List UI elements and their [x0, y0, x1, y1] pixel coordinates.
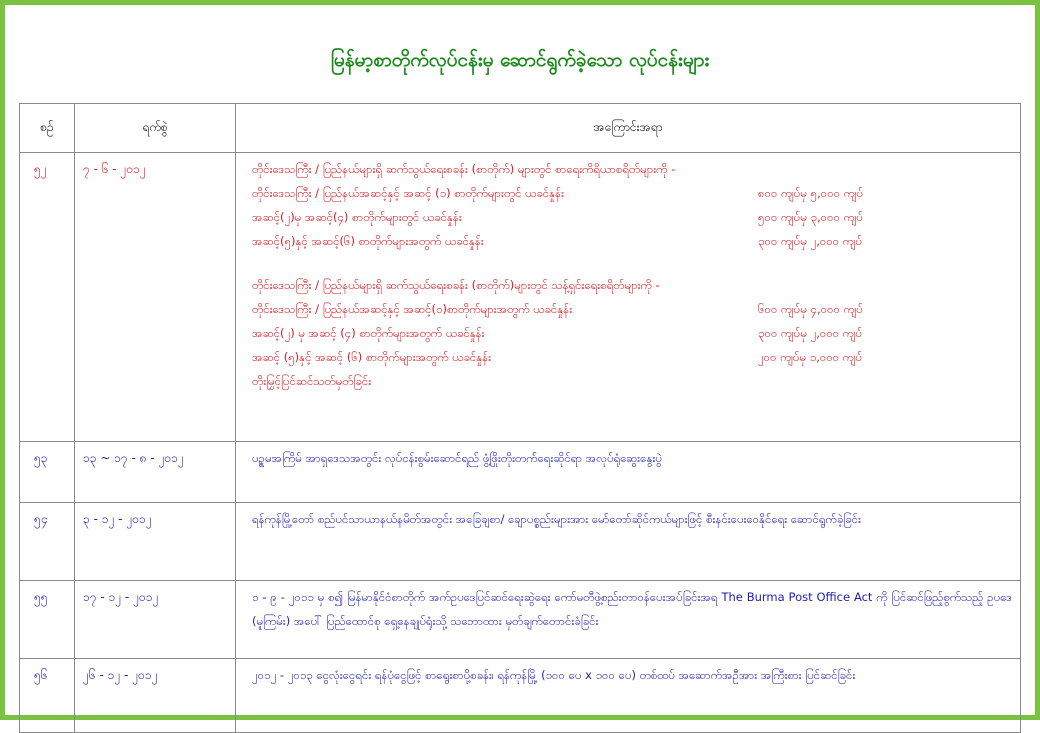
header-description: အကြောင်းအရာ	[236, 104, 1021, 153]
description-line	[252, 157, 1012, 181]
row-number: ၅၄	[20, 503, 75, 581]
row-date: ၁၇ - ၁၂ - ၂၀၁၂	[75, 581, 236, 659]
line-text: အဆင့်(၅)နှင့် အဆင့်(၆) စာတိုက်များအတွက် ယခင်နှုန်း	[252, 234, 484, 248]
page-title: မြန်မာ့စာတိုက်လုပ်ငန်းမှ ဆောင်ရွက်ခဲ့သော လုပ်ငန်းများ	[330, 49, 710, 71]
table-row	[20, 153, 1021, 442]
description-line	[252, 321, 1012, 345]
rate-value: ၆၀၀ ကျပ်မှ ၄,၀၀၀ ကျပ်	[758, 302, 864, 316]
row-description: ရန်ကုန်မြို့တော် စည်ပင်သာယာနယ်နမိတ်အတွင်း အခြေချစာ/ ချောပစ္စည်းများအား မော်တော်ဆိုင်ကယ်များဖြင့် စီးနင်းပေးဝေနိုင်ရေး ဆောင်ရွက်ခဲ့ခြင်း	[236, 503, 1021, 581]
description-line	[252, 297, 1012, 321]
row-number: ၅၅	[20, 581, 75, 659]
table-header-row	[20, 104, 1021, 153]
row-number: ၅၂	[20, 153, 75, 442]
row-date: ၂၆ - ၁၂ - ၂၀၁၂	[75, 659, 236, 733]
row-description	[236, 153, 1021, 442]
line-text: တိုင်းဒေသကြီး / ပြည်နယ်များရှိ ဆက်သွယ်ရေးစခန်း (စာတိုက်)များတွင် သန့်ရှင်းရေးစရိတ်များကို -	[252, 278, 660, 292]
row-description: ပဥ္စမအကြိမ် အာရှဒေသအတွင်း လုပ်ငန်းစွမ်းဆောင်ရည် ဖွံ့ဖြိုးတိုးတက်ရေးဆိုင်ရာ အလုပ်ရုံဆွေးနွေးပွဲ	[236, 442, 1021, 503]
records-table	[19, 103, 1021, 733]
rate-value: ၅၀၀ ကျပ်မှ ၃,၀၀၀ ကျပ်	[758, 210, 864, 224]
description-line	[252, 229, 1012, 253]
line-text: တိုးမြှင့်ပြင်ဆင်သတ်မှတ်ခြင်း	[252, 374, 372, 388]
rate-value: ၈၀၀ ကျပ်မှ ၅,၀၀၀ ကျပ်	[758, 186, 864, 200]
row-date: ၁၃ ~ ၁၇ - ၈ - ၂၀၁၂	[75, 442, 236, 503]
row-date: ၇ - ၆ - ၂၀၁၂	[75, 153, 236, 442]
table-row	[20, 581, 1021, 659]
row-description: ၂၀၁၂ - ၂၀၁၃ ငွေလုံးငွေရင်း ရန်ပုံငွေဖြင့် စာရွေးစာပို့စခန်း၊ ရန်ကုန်မြို့ (၁၀၀ ပေ x ၁၀၀ ပေ) တစ်ထပ် အဆောက်အဦအား အကြီးစား ပြင်ဆင်ခြင်း	[236, 659, 1021, 733]
rate-value: ၃၀၀ ကျပ်မှ ၂,၀၀၀ ကျပ်	[758, 326, 863, 340]
description-line	[252, 273, 1012, 297]
line-spacer	[252, 253, 1012, 273]
description-line	[252, 369, 1012, 393]
header-no: စဉ်	[20, 104, 75, 153]
table-row	[20, 503, 1021, 581]
row-number: ၅၃	[20, 442, 75, 503]
description-line	[252, 181, 1012, 205]
description-line	[252, 205, 1012, 229]
row-description: ၁ - ၉ - ၂၀၁၁ မှ စ၍ မြန်မာနိုင်ငံစာတိုက် အက်ဥပဒေပြင်ဆင်ရေးဆွဲရေး ကော်မတီဖွဲ့စည်းတာဝန်ပေးအပ်ခြင်းအရ The Burma Post Office Act ကို ပြင်ဆင်ဖြည့်စွက်သည့် ဥပဒေ (မူကြမ်း) အပေါ် ပြည်ထောင်စု ရှေ့နေချုပ်ရုံးသို့ သဘောထား မှတ်ချက်တောင်းခံခြင်း	[236, 581, 1021, 659]
rate-value: ၃၀၀ ကျပ်မှ ၂,၀၀၀ ကျပ်	[758, 234, 863, 248]
line-text: အဆင့်(၂)မှ အဆင့်(၄) စာတိုက်များတွင် ယခင်နှုန်း	[252, 210, 462, 224]
description-line	[252, 345, 1012, 369]
line-text: တိုင်းဒေသကြီး / ပြည်နယ်များရှိ ဆက်သွယ်ရေးစခန်း (စာတိုက်) များတွင် စာရေးကိရိယာစရိတ်များကို -	[252, 162, 676, 176]
line-text: အဆင့်(၂) မှ အဆင့် (၄) စာတိုက်များအတွက် ယခင်နှုန်း	[252, 326, 485, 340]
table-row	[20, 442, 1021, 503]
line-text: အဆင့် (၅)နှင့် အဆင့် (၆) စာတိုက်များအတွက် ယခင်နှုန်း	[252, 350, 492, 364]
row-number: ၅၆	[20, 659, 75, 733]
line-text: တိုင်းဒေသကြီး / ပြည်နယ်အဆင့်နှင့် အဆင့်(၁)စာတိုက်များအတွက် ယခင်နှုန်း	[252, 302, 573, 316]
line-text: တိုင်းဒေသကြီး / ပြည်နယ်အဆင့်နှင့် အဆင့် (၁) စာတိုက်များတွင် ယခင်နှုန်း	[252, 186, 564, 200]
rate-value: ၂၀၀ ကျပ်မှ ၁,၀၀၀ ကျပ်	[758, 350, 863, 364]
header-date: ရက်စွဲ	[75, 104, 236, 153]
table-row	[20, 659, 1021, 733]
row-date: ၃ - ၁၂ - ၂၀၁၂	[75, 503, 236, 581]
